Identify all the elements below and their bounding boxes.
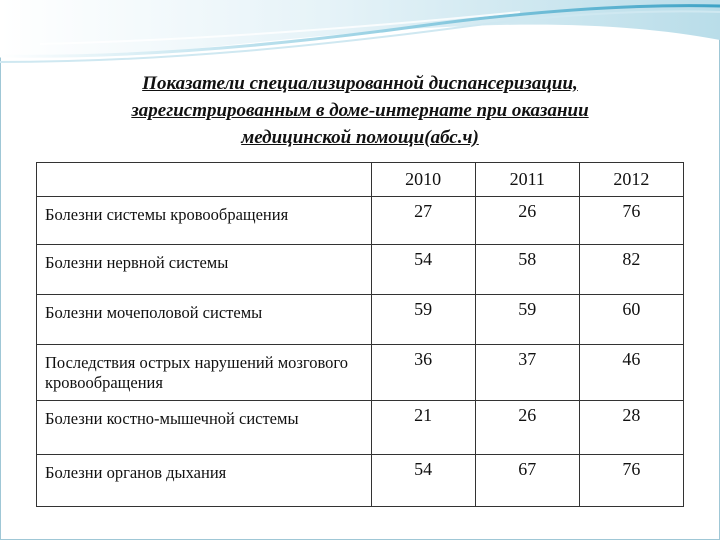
- value-cell: 60: [579, 295, 683, 345]
- header-empty-cell: [37, 163, 372, 197]
- page-title: [40, 70, 680, 151]
- year-header-2011: 2011: [475, 163, 579, 197]
- year-header-2010: 2010: [371, 163, 475, 197]
- value-cell: 59: [371, 295, 475, 345]
- value-cell: 27: [371, 197, 475, 245]
- value-cell: 59: [475, 295, 579, 345]
- value-cell: 54: [371, 455, 475, 507]
- value-cell: 28: [579, 401, 683, 455]
- table-header-row: [37, 163, 684, 197]
- value-cell: 26: [475, 197, 579, 245]
- value-cell: 76: [579, 455, 683, 507]
- value-cell: 58: [475, 245, 579, 295]
- row-label: Болезни мочеполовой системы: [37, 295, 372, 345]
- year-header-2012: 2012: [579, 163, 683, 197]
- title-line-3: медицинской помощи(абс.ч): [241, 127, 479, 148]
- value-cell: 82: [579, 245, 683, 295]
- value-cell: 26: [475, 401, 579, 455]
- table-row: [37, 455, 684, 507]
- table-row: [37, 345, 684, 401]
- title-line-2: зарегистрированным в доме-интернате при оказании: [131, 100, 589, 121]
- row-label: Болезни системы кровообращения: [37, 197, 372, 245]
- table-row: [37, 401, 684, 455]
- value-cell: 37: [475, 345, 579, 401]
- value-cell: 54: [371, 245, 475, 295]
- disease-stats-table: [36, 162, 684, 507]
- table-row: [37, 245, 684, 295]
- row-label: Болезни нервной системы: [37, 245, 372, 295]
- value-cell: 21: [371, 401, 475, 455]
- row-label: Последствия острых нарушений мозгового кровообращения: [37, 345, 372, 401]
- title-line-1: Показатели специализированной диспансеризации,: [142, 73, 578, 94]
- value-cell: 46: [579, 345, 683, 401]
- value-cell: 76: [579, 197, 683, 245]
- value-cell: 36: [371, 345, 475, 401]
- row-label: Болезни костно-мышечной системы: [37, 401, 372, 455]
- header-wave-decoration: [0, 0, 720, 70]
- table-row: [37, 197, 684, 245]
- value-cell: 67: [475, 455, 579, 507]
- table-row: [37, 295, 684, 345]
- row-label: Болезни органов дыхания: [37, 455, 372, 507]
